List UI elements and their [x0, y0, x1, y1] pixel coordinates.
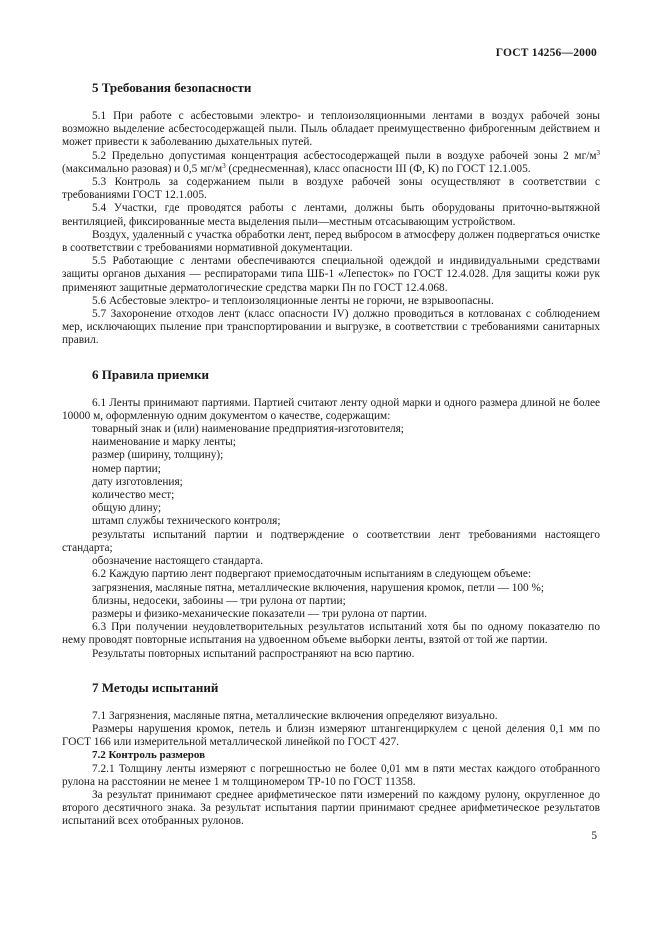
section-5-title: 5 Требования безопасности — [92, 80, 252, 95]
paragraph-5-2-part-c: (среднесменная), класс опасности III (Ф, К) по ГОСТ 12.1.005. — [225, 162, 531, 175]
paragraph-6-2: 6.2 Каждую партию лент подвергают приемосдаточным испытаниям в следующем объеме: — [92, 568, 532, 581]
section-6-title: 6 Правила приемки — [92, 366, 209, 382]
section-7-title: 7 Методы испытаний — [92, 679, 219, 695]
list-item-designation: обозначение настоящего стандарта. — [92, 555, 264, 568]
paragraph-5-2 — [62, 150, 600, 176]
paragraph-5-5: 5.5 Работающие с лентами обеспечиваются специальной одеждой и индивидуальными средствами защиты органов дыхания — респираторами типа ШБ-1 «Лепесток» по ГОСТ 12.4.028. Для защиты кожи рук применяют защитные дерматологические средства марки Пн по ГОСТ 12.4.068. — [62, 255, 600, 294]
paragraph-6-3: 6.3 При получении неудовлетворительных результатов испытаний хотя бы по одному показателю по нему проводят повторные испытания на удвоенном объеме выборки ленты, взятой от той же партии. — [62, 621, 600, 647]
list-item: штамп службы технического контроля; — [92, 515, 281, 528]
paragraph-6-1: 6.1 Ленты принимают партиями. Партией считают ленту одной марки и одного размера длиной не более 10000 м, оформленную одним документом о качестве, содержащим: — [62, 396, 600, 422]
page-number: 5 — [591, 830, 597, 842]
list-item: номер партии; — [92, 462, 161, 475]
subsection-7-2-title: 7.2 Контроль размеров — [92, 749, 206, 762]
paragraph-5-4: 5.4 Участки, где проводятся работы с лентами, должны быть оборудованы приточно-вытяжной вентиляцией, фиксированные места выделения пыли—местным отсасывающим устройством. — [62, 202, 600, 228]
paragraph-5-2-part-a: 5.2 Предельно допустимая концентрация асбестосодержащей пыли в воздухе рабочей зоны 2 мг/м — [92, 149, 597, 162]
paragraph-7-1-continued: Размеры нарушения кромок, петель и близн измеряют штангенциркулем с ценой деления 0,1 мм по ГОСТ 166 или измерительной металлической линейкой по ГОСТ 427. — [62, 722, 600, 749]
paragraph-5-6: 5.6 Асбестовые электро- и теплоизоляционные ленты не горючи, не взрывоопасны. — [92, 294, 494, 307]
paragraph-6-3-continued: Результаты повторных испытаний распространяют на всю партию. — [92, 647, 415, 660]
acceptance-scope-item: загрязнения, масляные пятна, металлические включения, нарушения кромок, петли — 100 %; — [92, 581, 545, 594]
paragraph-7-1: 7.1 Загрязнения, масляные пятна, металлические включения определяют визуально. — [92, 709, 498, 722]
list-item-results: результаты испытаний партии и подтверждение о соответствии лент требованиями настоящего стандарта; — [62, 528, 600, 554]
acceptance-scope-item: размеры и физико-механические показатели — три рулона от партии. — [92, 607, 428, 620]
paragraph-5-4-continued: Воздух, удаленный с участка обработки лент, перед выбросом в атмосферу должен подвергаться очистке в соответствии с требованиями нормативной документации. — [62, 228, 600, 255]
paragraph-5-1: 5.1 При работе с асбестовыми электро- и теплоизоляционными лентами в воздух рабочей зоны возможно выделение асбестосодержащей пыли. Пыль обладает преимущественно фиброгенным действием и может привести к заболеванию дыхательных путей. — [62, 110, 600, 149]
document-body — [62, 74, 600, 829]
list-item: дату изготовления; — [92, 475, 183, 488]
paragraph-5-7: 5.7 Захоронение отходов лент (класс опасности IV) должно проводиться в котлованах с соблюдением мер, исключающих пыление при транспортировании и выгрузке, в соответствии с требованиями санитарных правил. — [62, 308, 600, 347]
superscript-cubic-2: 3 — [222, 161, 226, 170]
list-item: наименование и марку ленты; — [92, 436, 236, 449]
standard-code-header: ГОСТ 14256—2000 — [495, 47, 597, 59]
paragraph-5-3: 5.3 Контроль за содержанием пыли в воздухе рабочей зоны осуществляют в соответствии с требованиями ГОСТ 12.1.005. — [62, 176, 600, 202]
paragraph-7-2-1: 7.2.1 Толщину ленты измеряют с погрешностью не более 0,01 мм в пяти местах каждого отобранного рулона на расстоянии не менее 1 м толщиномером ТР-10 по ГОСТ 11358. — [62, 762, 600, 788]
list-item: количество мест; — [92, 489, 175, 502]
paragraph-5-2-part-b: (максимально разовая) и 0,5 мг/м — [62, 162, 223, 175]
list-item: общую длину; — [92, 502, 162, 515]
list-item: размер (ширину, толщину); — [92, 449, 224, 462]
superscript-cubic-1: 3 — [596, 148, 600, 157]
acceptance-scope-item: близны, недосеки, забоины — три рулона от партии; — [92, 594, 346, 607]
paragraph-7-2-1-continued: За результат принимают среднее арифметическое пяти измерений по каждому рулону, округленное до второго десятичного знака. За результат испытания партии принимают среднее арифметическое результатов испытаний всех отобранных рулонов. — [62, 788, 600, 828]
list-item: товарный знак и (или) наименование предприятия-изготовителя; — [92, 423, 404, 436]
